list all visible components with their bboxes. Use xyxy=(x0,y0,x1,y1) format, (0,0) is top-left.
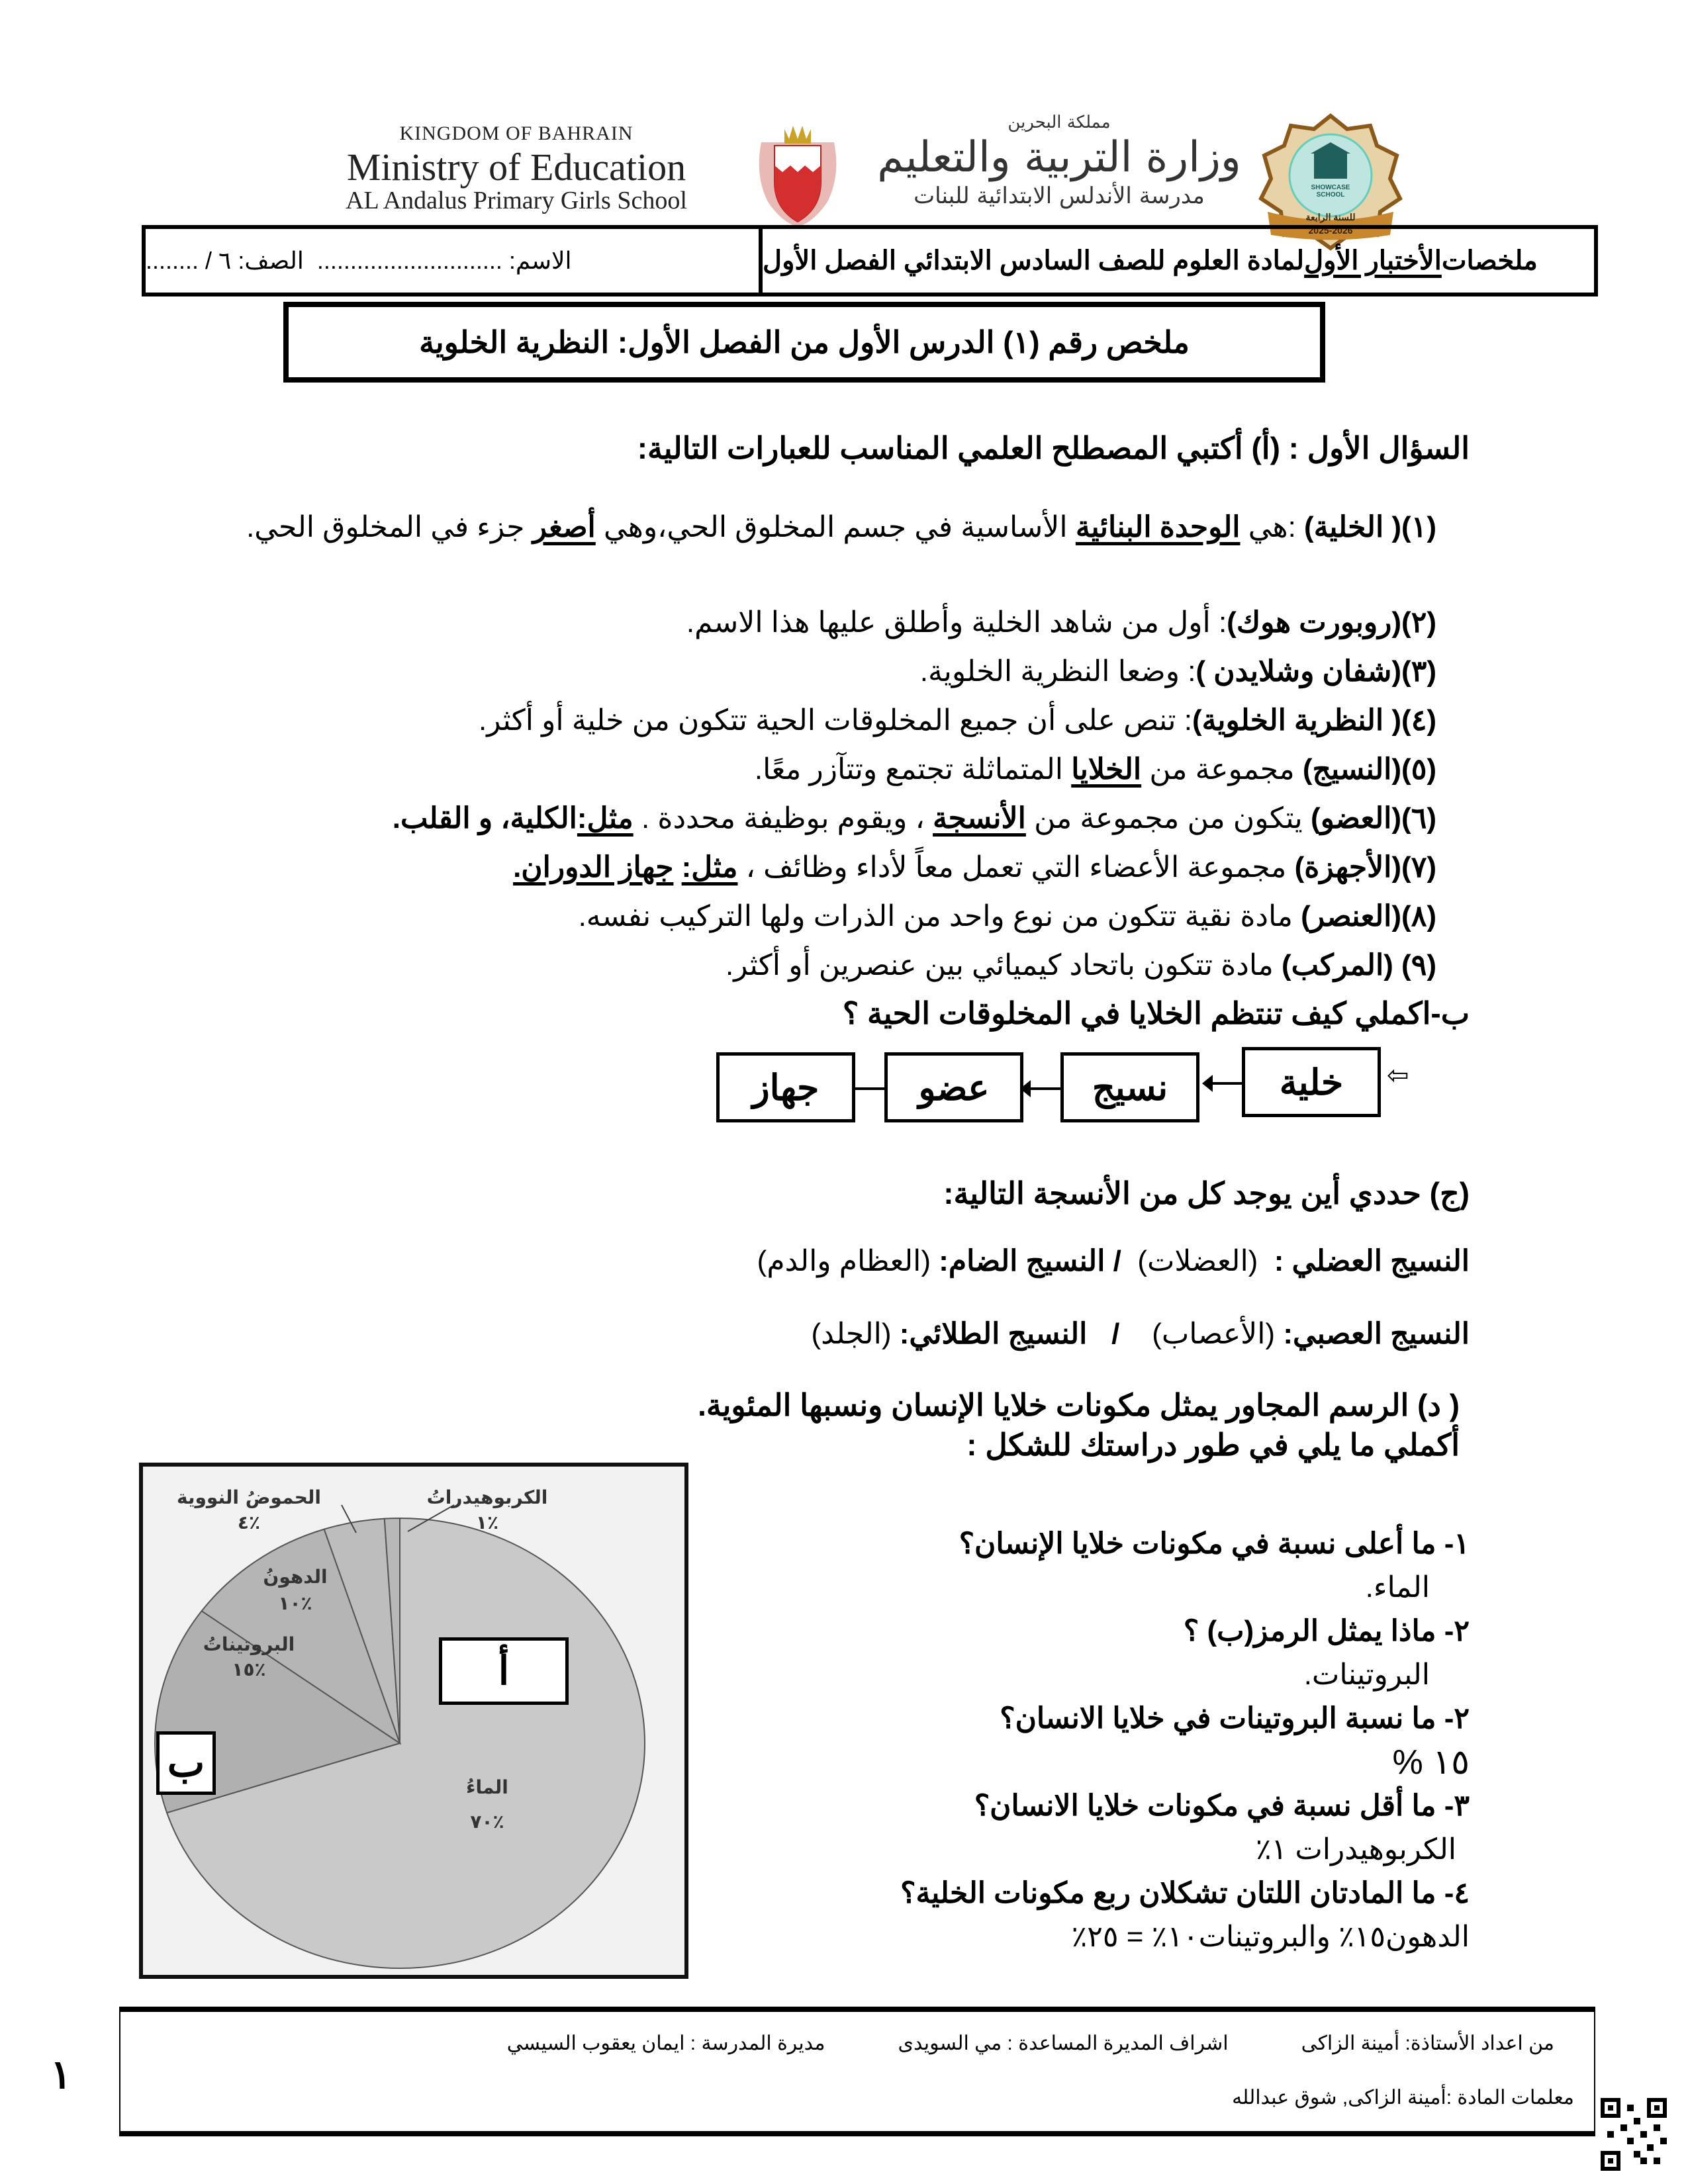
def-term: (المركب) xyxy=(1282,949,1402,981)
ar-school: مدرسة الأندلس الابتدائية للبنات xyxy=(914,183,1205,209)
def-text: يتكون من مجموعة من xyxy=(1025,802,1311,835)
qa-question: ٤- ما المادتان اللتان تشكلان ربع مكونات الخلية؟ xyxy=(900,1877,1470,1909)
def-term: (روبورت هوك) xyxy=(1227,606,1402,639)
def-underlined: الأنسجة xyxy=(933,802,1026,835)
tissue-line-2 xyxy=(812,1317,1470,1351)
pie-value-water: ٧٠٪ xyxy=(470,1811,504,1833)
summary-title-suffix: لمادة العلوم للصف السادس الابتدائي الفصل الأول xyxy=(763,246,1305,275)
pie-value-fats: ١٠٪ xyxy=(278,1592,312,1614)
pie-value-carbohydrates: ١٪ xyxy=(475,1512,499,1533)
pie-label-water: الماءُ xyxy=(466,1776,508,1798)
def-text: ، ويقوم بوظيفة محددة . xyxy=(633,802,933,835)
qa-question: ١- ما أعلى نسبة في مكونات خلايا الإنسان؟ xyxy=(959,1527,1470,1560)
def-term: (العضو) xyxy=(1310,802,1402,835)
qa-answer: البروتينات. xyxy=(1303,1659,1430,1691)
tissue-label: النسيج العصبي: xyxy=(1283,1318,1470,1350)
cell-organization-flow xyxy=(0,1052,1688,1126)
def-underlined: مثل: xyxy=(681,851,738,884)
def-number: (١) xyxy=(1401,511,1436,543)
def-number: (٥) xyxy=(1401,753,1436,786)
qa-answer: الماء. xyxy=(1365,1571,1430,1604)
section-c-title: (ج) حددي أين يوجد كل من الأنسجة التالية: xyxy=(943,1176,1470,1210)
summary-title-underlined: الأختبار الأول xyxy=(1304,246,1442,275)
def-text: الأساسية في جسم المخلوق الحي،وهي xyxy=(595,511,1076,543)
student-info xyxy=(146,229,763,293)
def-underlined: الوحدة البنائية xyxy=(1075,511,1241,543)
tissue-answer: (الجلد) xyxy=(811,1318,892,1350)
tissue-line-1 xyxy=(757,1244,1470,1278)
marker-ba: ب xyxy=(156,1731,216,1795)
def-example: الكلية، و القلب. xyxy=(392,802,577,835)
tissue-label: النسيج الضام: xyxy=(939,1245,1105,1277)
qa-list xyxy=(808,1522,1470,1959)
arrow-left-icon xyxy=(1029,1087,1060,1090)
qa-answer: الدهون١٥٪ والبروتينات١٠٪ = ٢٥٪ xyxy=(1071,1921,1470,1953)
tissue-answer: (الأعصاب) xyxy=(1152,1318,1276,1350)
def-underlined: مثل: xyxy=(577,802,633,835)
cell-composition-pie-chart xyxy=(139,1463,688,1979)
supervision: اشراف المديرة المساعدة : مي السويدى xyxy=(898,2032,1229,2054)
class-field[interactable]: الصف: ٦ / ........ xyxy=(146,247,304,274)
qa-answer: الكربوهيدرات ١٪ xyxy=(1255,1833,1456,1866)
question1-title: السؤال الأول : (أ) أكتبي المصطلح العلمي المناسب للعبارات التالية: xyxy=(637,431,1470,465)
en-ministry: Ministry of Education xyxy=(346,146,686,189)
def-underlined: أصغر xyxy=(532,511,596,543)
def-term: (النسيج) xyxy=(1302,753,1402,786)
flow-box-tissue: نسيج xyxy=(1060,1052,1199,1122)
separator: / xyxy=(1111,1318,1120,1350)
def-term: (العنصر) xyxy=(1301,900,1402,933)
left-arrow-icon: ⇦ xyxy=(1387,1061,1409,1090)
def-term: (شفان وشلايدن ) xyxy=(1196,655,1402,688)
qa-question: ٢- ماذا يمثل الرمز(ب) ؟ xyxy=(1183,1615,1470,1647)
summary-title xyxy=(763,229,1594,293)
section-d-title: ( د) الرسم المجاور يمثل مكونات خلايا الإنسان ونسبها المئوية. xyxy=(698,1388,1460,1422)
badge-years: 2025-2026 xyxy=(1308,225,1353,236)
definition-item xyxy=(212,745,1436,794)
def-text: : تنص على أن جميع المخلوقات الحية تتكون من خلية أو أكثر. xyxy=(479,704,1192,737)
summary-title-prefix: ملخصات xyxy=(1441,246,1538,275)
def-term: ( النظرية الخلوية) xyxy=(1192,704,1402,737)
pie-chart-svg xyxy=(143,1467,688,1979)
def-text: مادة نقية تتكون من نوع واحد من الذرات ولها التركيب نفسه. xyxy=(578,900,1301,933)
definition-item xyxy=(212,892,1436,941)
pie-label-fats: الدهونُ xyxy=(263,1566,328,1588)
definition-item xyxy=(212,503,1436,552)
arrow-left-icon xyxy=(1211,1082,1242,1085)
prepared-by: من اعداد الأستاذة: أمينة الزاكى xyxy=(1301,2032,1554,2054)
pie-label-proteins: البروتيناتُ xyxy=(203,1633,295,1655)
qa-question: ٣- ما أقل نسبة في مكونات خلايا الانسان؟ xyxy=(974,1790,1470,1822)
title-box xyxy=(142,225,1598,296)
def-underlined: الخلايا xyxy=(1071,753,1142,786)
arrow-left-icon xyxy=(854,1087,884,1090)
def-number: (٦) xyxy=(1401,802,1436,835)
ar-ministry: وزارة التربية والتعليم xyxy=(877,133,1241,182)
def-term: ( الخلية) xyxy=(1304,511,1402,543)
tissue-label: النسيج العضلي : xyxy=(1274,1245,1470,1277)
def-text: : أول من شاهد الخلية وأطلق عليها هذا الاسم. xyxy=(686,606,1227,639)
pie-value-nucleic-acids: ٤٪ xyxy=(237,1512,261,1533)
name-field[interactable]: الاسم: ............................ xyxy=(316,247,572,274)
definition-item xyxy=(212,843,1436,892)
def-number: (٢) xyxy=(1401,606,1436,639)
qa-question: ٢- ما نسبة البروتينات في خلايا الانسان؟ xyxy=(1000,1702,1470,1735)
page-number: ١ xyxy=(50,2052,72,2097)
definition-item xyxy=(212,598,1436,647)
section-d-subtitle: أكملي ما يلي في طور دراستك للشكل : xyxy=(966,1428,1460,1462)
def-text: :هي xyxy=(1240,511,1305,543)
def-term: (الأجهزة) xyxy=(1294,851,1402,884)
separator: / xyxy=(1113,1245,1121,1277)
en-school: AL Andalus Primary Girls School xyxy=(346,187,687,214)
definition-item xyxy=(212,941,1436,990)
badge-title: SHOWCASE SCHOOL xyxy=(1311,184,1350,199)
flow-box-organ: عضو xyxy=(884,1052,1023,1122)
pie-label-carbohydrates: الكربوهيدراتُ xyxy=(426,1486,548,1508)
badge-year-label: للسنة الرابعة xyxy=(1305,212,1356,222)
subject-teachers: معلمات المادة :أمينة الزاكى, شوق عبدالله xyxy=(1232,2087,1574,2109)
def-underlined: جهاز الدوران. xyxy=(513,851,674,884)
definition-item xyxy=(212,647,1436,696)
def-text: جزء في المخلوق الحي. xyxy=(246,511,533,543)
definition-item xyxy=(212,794,1436,843)
bahrain-emblem-icon xyxy=(755,116,841,228)
def-number: (٣) xyxy=(1401,655,1436,688)
ar-kingdom: مملكة البحرين xyxy=(1008,113,1111,132)
def-text: مجموعة من xyxy=(1141,753,1303,786)
en-school-logo xyxy=(285,122,748,214)
def-text xyxy=(673,851,681,884)
pie-value-proteins: ١٥٪ xyxy=(232,1659,266,1680)
def-text: مادة تتكون باتحاد كيميائي بين عنصرين أو أكثر. xyxy=(726,949,1282,981)
def-text: مجموعة الأعضاء التي تعمل معاً لأداء وظائف ، xyxy=(737,851,1295,884)
qa-answer: ١٥ % xyxy=(1392,1743,1470,1782)
ar-school-logo xyxy=(874,113,1244,209)
def-text: : وضعا النظرية الخلوية. xyxy=(919,655,1196,688)
tissue-answer: (العضلات) xyxy=(1137,1245,1258,1277)
tissue-answer: (العظام والدم) xyxy=(757,1245,931,1277)
lesson-title: ملخص رقم (١) الدرس الأول من الفصل الأول: النظرية الخلوية xyxy=(283,302,1325,383)
def-number: (٧) xyxy=(1401,851,1436,884)
marker-alef: أ xyxy=(439,1637,569,1705)
flow-box-system: جهاز xyxy=(716,1052,855,1122)
footer-box xyxy=(119,2007,1595,2136)
definition-item xyxy=(212,696,1436,745)
def-number: (٩) xyxy=(1401,949,1436,981)
qr-code-icon[interactable] xyxy=(1601,2098,1667,2171)
def-text: المتماثلة تجتمع وتتآزر معًا. xyxy=(754,753,1072,786)
pie-label-nucleic-acids: الحموضُ النووية xyxy=(176,1486,322,1508)
flow-box-cell: خلية xyxy=(1242,1047,1381,1117)
footer-credits xyxy=(507,2032,1554,2055)
en-kingdom: KINGDOM OF BAHRAIN xyxy=(399,122,633,144)
principal: مديرة المدرسة : ايمان يعقوب السيسي xyxy=(506,2032,825,2054)
def-number: (٤) xyxy=(1401,704,1436,737)
tissue-label: النسيج الطلائي: xyxy=(899,1318,1088,1350)
def-number: (٨) xyxy=(1401,900,1436,933)
section-b-title: ب-اكملي كيف تنتظم الخلايا في المخلوقات الحية ؟ xyxy=(842,996,1470,1030)
